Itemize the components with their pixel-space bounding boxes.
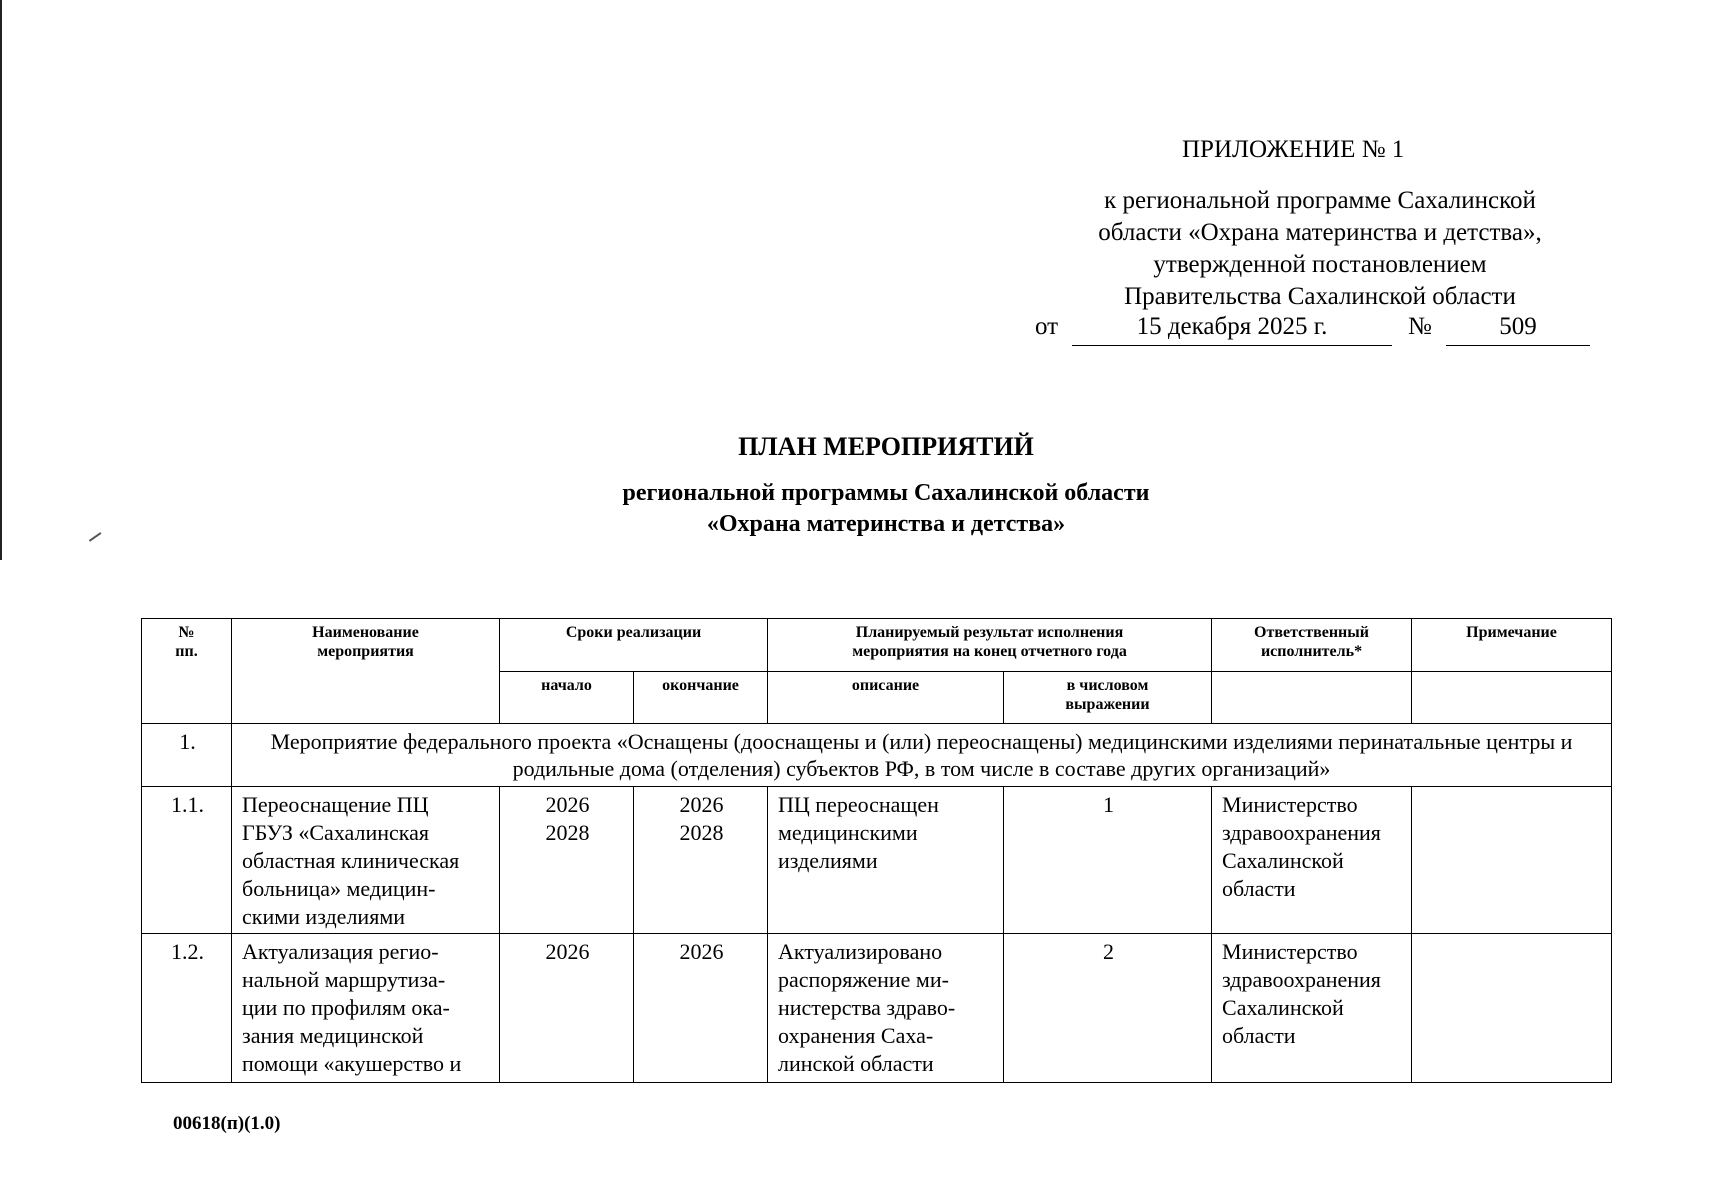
appendix-line: утвержденной постановлением (1153, 251, 1487, 278)
row-responsible: Министерство здравоохранения Сахалинской области (1212, 934, 1412, 1083)
header-description: описание (768, 672, 1004, 724)
row-note (1412, 934, 1612, 1083)
row-name: Переоснащение ПЦ ГБУЗ «Сахалинская областная клиническая больница» медицин- скими изделиями (232, 787, 500, 934)
date-prefix: от (1035, 313, 1059, 340)
appendix-line: области «Охрана материнства и детства», (1098, 219, 1542, 246)
row-end: 2026 (634, 934, 768, 1083)
header-row (142, 619, 1612, 672)
approval-date-number (1035, 313, 1595, 349)
row-num: 1.2. (142, 934, 232, 1083)
page-subtitle (0, 478, 1717, 540)
approval-number: 509 (1446, 313, 1590, 346)
header-note: Примечание (1412, 619, 1612, 672)
section-num: 1. (142, 724, 232, 787)
row-name: Актуализация регио- нальной маршрутиза- ции по профилям ока- зания медицинской помощи «акушерство и (232, 934, 500, 1083)
number-prefix: № (1408, 313, 1432, 340)
header-num: № пп. (142, 619, 232, 724)
header-numeric: в числовом выражении (1004, 672, 1212, 724)
appendix-text (1030, 185, 1610, 313)
header-note-empty (1412, 672, 1612, 724)
header-responsible-empty (1212, 672, 1412, 724)
subtitle-line: «Охрана материнства и детства» (706, 511, 1066, 537)
subtitle-line: региональной программы Сахалинской области (622, 480, 1150, 506)
row-description: Актуализировано распоряжение ми- нистерства здраво- охранения Саха- линской области (768, 934, 1004, 1083)
header-name: Наименование мероприятия (232, 619, 500, 724)
table-row (142, 934, 1612, 1083)
header-terms: Сроки реализации (500, 619, 768, 672)
row-end: 2026 2028 (634, 787, 768, 934)
plan-table (141, 618, 1612, 1083)
appendix-line: Правительства Сахалинской области (1124, 283, 1516, 310)
row-value: 1 (1004, 787, 1212, 934)
header-result: Планируемый результат исполнения мероприятия на конец отчетного года (768, 619, 1212, 672)
row-num: 1.1. (142, 787, 232, 934)
row-note (1412, 787, 1612, 934)
approval-date: 15 декабря 2025 г. (1072, 313, 1392, 346)
document-code: 00618(п)(1.0) (173, 1113, 281, 1134)
appendix-title: ПРИЛОЖЕНИЕ № 1 (1182, 136, 1405, 163)
appendix-line: к региональной программе Сахалинской (1104, 187, 1536, 214)
section-row (142, 724, 1612, 787)
table-row (142, 787, 1612, 934)
row-start: 2026 2028 (500, 787, 634, 934)
row-value: 2 (1004, 934, 1212, 1083)
row-start: 2026 (500, 934, 634, 1083)
header-responsible: Ответственный исполнитель* (1212, 619, 1412, 672)
row-description: ПЦ переоснащен медицинскими изделиями (768, 787, 1004, 934)
scan-left-edge (0, 0, 2, 560)
header-end: окончание (634, 672, 768, 724)
row-responsible: Министерство здравоохранения Сахалинской области (1212, 787, 1412, 934)
header-start: начало (500, 672, 634, 724)
section-text: Мероприятие федерального проекта «Оснащены (дооснащены и (или) переоснащены) медицинскими изделиями перинатальные центры и родильные дома (отделения) субъектов РФ, в том числе в составе других организаций» (232, 724, 1612, 787)
page-title: ПЛАН МЕРОПРИЯТИЙ (738, 432, 1034, 461)
